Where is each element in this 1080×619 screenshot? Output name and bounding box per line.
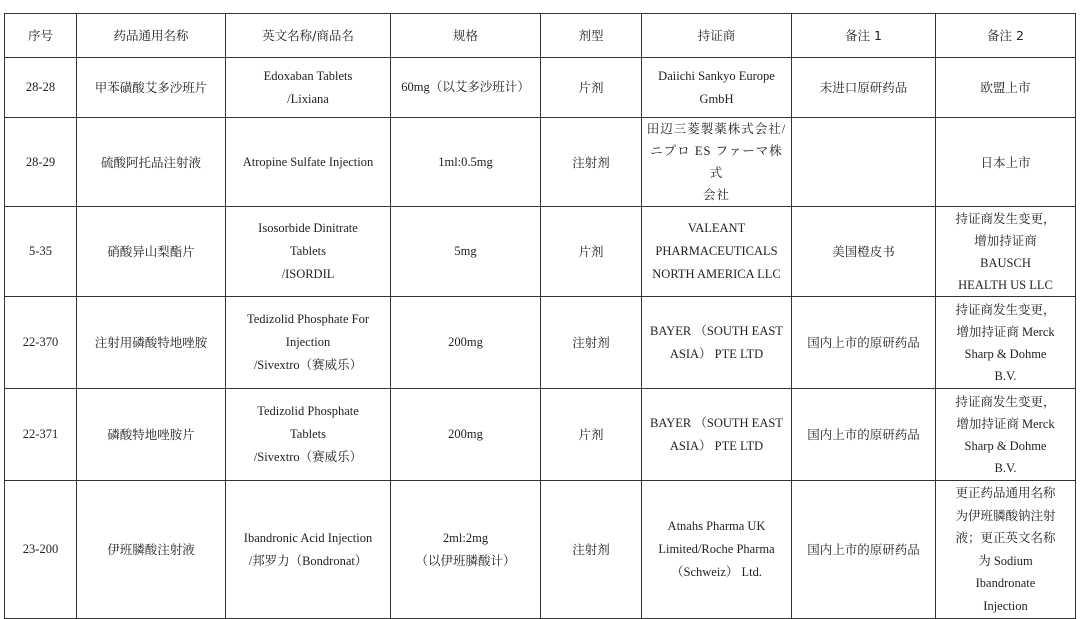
cell-line: Sharp & Dohme [964, 438, 1047, 453]
cell-line: Injection [983, 598, 1028, 613]
header-form: 剂型 [541, 14, 642, 58]
cell-line: 持证商发生变更， [955, 302, 1056, 317]
cell-name-en [226, 207, 391, 297]
cell-line: 2ml:2mg [442, 530, 489, 545]
cell-line: 持证商发生变更， [955, 394, 1056, 409]
cell-form: 注射剂 [541, 297, 642, 389]
cell-line: NORTH AMERICA LLC [652, 267, 781, 281]
cell-note2 [936, 297, 1076, 389]
table-row [5, 58, 1076, 118]
cell-line: Atropine Sulfate Injection [242, 154, 374, 169]
cell-form: 注射剂 [541, 118, 642, 207]
cell-spec [391, 118, 541, 207]
cell-holder [642, 118, 792, 207]
cell-note1: 国内上市的原研药品 [792, 389, 936, 481]
table-row [5, 118, 1076, 207]
cell-name-cn: 硫酸阿托品注射液 [77, 118, 226, 207]
cell-line: Atnahs Pharma UK [667, 519, 766, 533]
cell-holder [642, 481, 792, 619]
cell-note2 [936, 481, 1076, 619]
cell-line: Tablets [290, 244, 326, 258]
cell-line: BAYER （SOUTH EAST [650, 323, 783, 338]
cell-note2 [936, 207, 1076, 297]
cell-line: 为 Sodium [978, 553, 1033, 568]
cell-line: 200mg [448, 427, 483, 441]
cell-line: 增加持证商 Merck [956, 324, 1055, 339]
cell-note2 [936, 118, 1076, 207]
cell-no: 22-371 [5, 389, 77, 481]
cell-line: ASIA） PTE LTD [669, 346, 764, 361]
cell-line: Edoxaban Tablets [263, 68, 353, 83]
cell-name-en [226, 118, 391, 207]
cell-line: 欧盟上市 [980, 80, 1031, 95]
header-spec: 规格 [391, 14, 541, 58]
cell-line: 增加持证商 [974, 232, 1037, 248]
cell-line: Tedizolid Phosphate For [246, 312, 370, 326]
cell-line: 会社 [702, 188, 730, 202]
cell-line: 液；更正英文名称 [955, 530, 1056, 545]
header-no: 序号 [5, 14, 77, 58]
cell-line: 田辺三菱製薬株式会社/ [646, 122, 787, 136]
cell-holder [642, 207, 792, 297]
cell-line: 1ml:0.5mg [438, 154, 493, 169]
cell-no: 5-35 [5, 207, 77, 297]
cell-spec [391, 207, 541, 297]
cell-form: 片剂 [541, 389, 642, 481]
cell-name-en [226, 297, 391, 389]
cell-note2 [936, 58, 1076, 118]
table-row [5, 481, 1076, 619]
cell-line: 200mg [448, 335, 483, 349]
table-row [5, 207, 1076, 297]
cell-line: 为伊班膦酸钠注射 [955, 507, 1056, 523]
cell-line: Sharp & Dohme [964, 346, 1047, 361]
cell-name-en [226, 481, 391, 619]
cell-line: Tablets [290, 427, 326, 441]
cell-line: VALEANT [687, 221, 746, 235]
cell-note1: 国内上市的原研药品 [792, 297, 936, 389]
cell-note1 [792, 118, 936, 207]
cell-line: HEALTH US LLC [958, 277, 1053, 292]
cell-line: Tedizolid Phosphate [257, 404, 359, 418]
cell-line: ニプロ ES ファーマ株式 [650, 144, 783, 180]
cell-line: 5mg [454, 244, 477, 258]
cell-line: /Sivextro（赛威乐） [253, 358, 363, 372]
cell-line: ASIA） PTE LTD [669, 438, 764, 453]
cell-line: Injection [285, 335, 331, 349]
cell-line: /Sivextro（赛威乐） [253, 450, 363, 464]
cell-line: BAUSCH [980, 255, 1031, 270]
header-name-en: 英文名称/商品名 [226, 14, 391, 58]
cell-line: /Lixiana [287, 91, 329, 106]
header-note2: 备注 2 [936, 14, 1076, 58]
cell-line: Ibandronic Acid Injection [243, 530, 373, 545]
cell-line: B.V. [994, 460, 1017, 475]
cell-line: 更正药品通用名称 [955, 485, 1056, 500]
cell-spec [391, 389, 541, 481]
cell-spec [391, 58, 541, 118]
cell-form: 注射剂 [541, 481, 642, 619]
cell-name-cn: 磷酸特地唑胺片 [77, 389, 226, 481]
cell-line: （Schweiz） Ltd. [671, 565, 762, 579]
cell-line: Daiichi Sankyo Europe [658, 68, 775, 83]
cell-name-cn: 甲苯磺酸艾多沙班片 [77, 58, 226, 118]
cell-line: /邦罗力（Bondronat） [248, 553, 368, 568]
cell-line: BAYER （SOUTH EAST [650, 415, 783, 430]
cell-line: /ISORDIL [281, 267, 335, 281]
cell-holder [642, 297, 792, 389]
cell-name-cn: 硝酸异山梨酯片 [77, 207, 226, 297]
cell-line: 60mg（以艾多沙班计） [401, 80, 530, 94]
cell-note1: 美国橙皮书 [792, 207, 936, 297]
cell-form: 片剂 [541, 207, 642, 297]
cell-line: Isosorbide Dinitrate [258, 221, 358, 235]
cell-line: Ibandronate [975, 576, 1036, 590]
cell-line: 持证商发生变更， [955, 210, 1056, 226]
cell-note1: 未进口原研药品 [792, 58, 936, 118]
header-row [5, 14, 1076, 58]
cell-line: 增加持证商 Merck [956, 416, 1055, 431]
cell-line: （以伊班膦酸计） [415, 553, 516, 568]
cell-name-en [226, 58, 391, 118]
table-row [5, 389, 1076, 481]
cell-line: Limited/Roche Pharma [658, 542, 775, 556]
cell-no: 22-370 [5, 297, 77, 389]
cell-spec [391, 481, 541, 619]
cell-spec [391, 297, 541, 389]
cell-no: 28-29 [5, 118, 77, 207]
cell-line: GmbH [699, 91, 734, 106]
table-row [5, 297, 1076, 389]
cell-line: B.V. [994, 368, 1017, 383]
cell-name-en [226, 389, 391, 481]
header-holder: 持证商 [642, 14, 792, 58]
drug-list-table [4, 13, 1076, 619]
header-note1: 备注 1 [792, 14, 936, 58]
cell-line: 日本上市 [980, 154, 1031, 170]
cell-name-cn: 伊班膦酸注射液 [77, 481, 226, 619]
cell-note2 [936, 389, 1076, 481]
cell-holder [642, 389, 792, 481]
header-name-cn: 药品通用名称 [77, 14, 226, 58]
cell-no: 23-200 [5, 481, 77, 619]
cell-line: PHARMACEUTICALS [655, 244, 778, 258]
cell-note1: 国内上市的原研药品 [792, 481, 936, 619]
cell-holder [642, 58, 792, 118]
cell-form: 片剂 [541, 58, 642, 118]
cell-name-cn: 注射用磷酸特地唑胺 [77, 297, 226, 389]
cell-no: 28-28 [5, 58, 77, 118]
